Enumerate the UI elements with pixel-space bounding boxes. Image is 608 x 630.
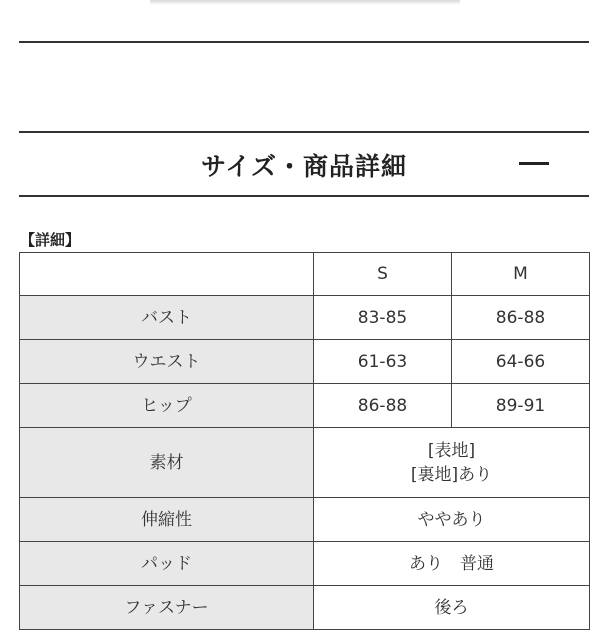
waist-m-value: 64-66 — [452, 340, 590, 384]
size-details-table — [19, 252, 590, 630]
bust-s-value: 83-85 — [314, 296, 452, 340]
row-label-material: 素材 — [20, 428, 314, 498]
material-value — [314, 428, 590, 498]
divider-top — [19, 41, 589, 43]
top-edge-fade — [150, 0, 460, 5]
hip-m-value: 89-91 — [452, 384, 590, 428]
row-label-fastener: ファスナー — [20, 586, 314, 630]
material-outer-fabric: [表地] — [427, 440, 476, 461]
table-row — [20, 542, 590, 586]
header-corner-cell — [20, 253, 314, 296]
row-label-waist: ウエスト — [20, 340, 314, 384]
size-column-s: S — [314, 253, 452, 296]
pad-value: あり 普通 — [314, 542, 590, 586]
table-row — [20, 296, 590, 340]
minus-icon[interactable] — [519, 162, 549, 165]
table-row — [20, 428, 590, 498]
table-row — [20, 340, 590, 384]
table-row — [20, 384, 590, 428]
table-row — [20, 498, 590, 542]
waist-s-value: 61-63 — [314, 340, 452, 384]
table-header-row — [20, 253, 590, 296]
row-label-stretch: 伸縮性 — [20, 498, 314, 542]
bust-m-value: 86-88 — [452, 296, 590, 340]
details-label: 【詳細】 — [20, 231, 81, 249]
size-column-m: M — [452, 253, 590, 296]
divider-section-bottom — [19, 195, 589, 197]
size-details-accordion-header[interactable] — [19, 133, 589, 195]
row-label-bust: バスト — [20, 296, 314, 340]
hip-s-value: 86-88 — [314, 384, 452, 428]
material-lining: [裏地]あり — [410, 464, 493, 485]
row-label-pad: パッド — [20, 542, 314, 586]
stretch-value: ややあり — [314, 498, 590, 542]
section-title: サイズ・商品詳細 — [200, 152, 407, 181]
row-label-hip: ヒップ — [20, 384, 314, 428]
fastener-value: 後ろ — [314, 586, 590, 630]
